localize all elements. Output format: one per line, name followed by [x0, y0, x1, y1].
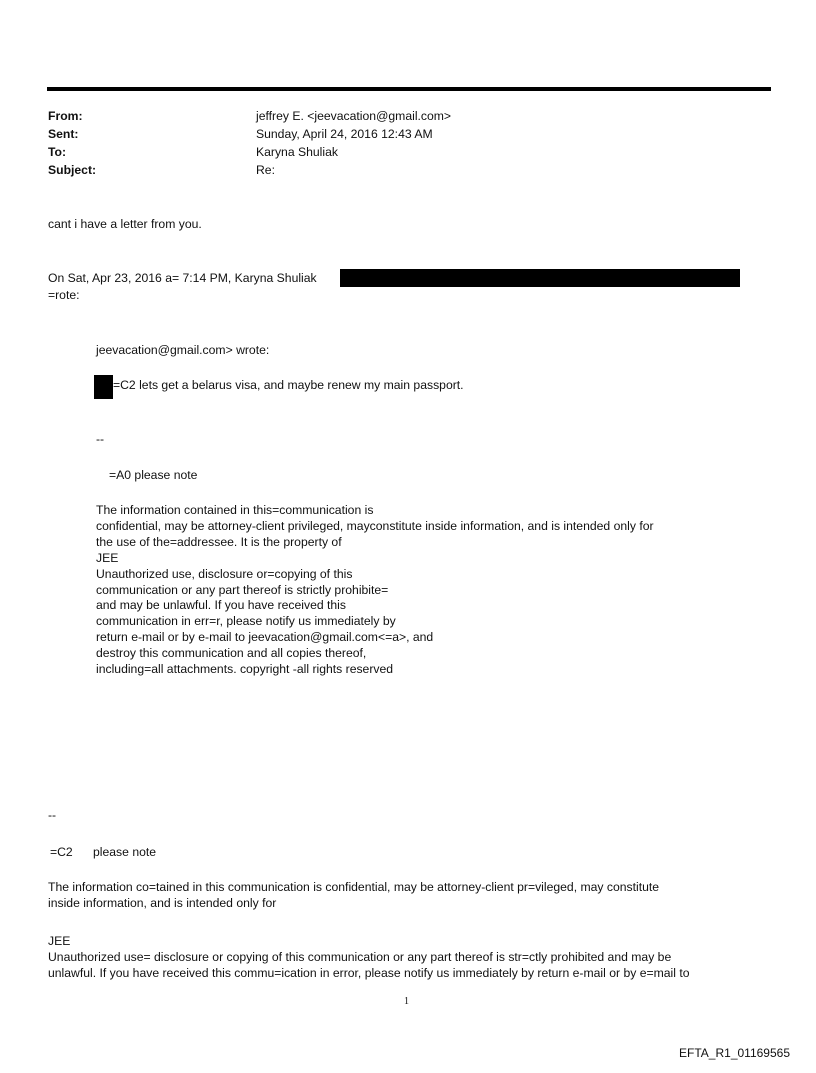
disclaimer-line: communication or any part thereof is strictly prohibite=	[96, 582, 389, 597]
disclaimer-line: confidential, may be attorney-client privileged, mayconstitute inside information, and is intended only for	[96, 518, 654, 533]
from-value: jeffrey E. <jeevacation@gmail.com>	[256, 109, 452, 123]
disclaimer-line: destroy this communication and all copies thereof,	[96, 646, 367, 661]
reply-text: cant i have a letter from you.	[48, 217, 202, 231]
footer-note: =C2 please note	[50, 845, 157, 859]
page-number: 1	[404, 996, 409, 1007]
redaction-box	[94, 375, 113, 399]
quote-intro-line-2: =rote:	[48, 288, 80, 302]
disclaimer-line: Unauthorized use, disclosure or=copying of this	[96, 566, 353, 581]
subject-label: Subject:	[48, 163, 97, 177]
to-label: To:	[48, 145, 67, 159]
disclaimer-line: return e-mail or by e-mail to jeevacation@gmail.com<=a>, and	[96, 630, 434, 645]
footer-line: The information co=tained in this communication is confidential, may be attorney-client pr=vileged, may constitute	[48, 880, 660, 894]
redaction-bar	[340, 269, 740, 287]
signature-note: =A0 please note	[109, 468, 198, 482]
signature-dashes: --	[96, 432, 105, 446]
header-rule	[47, 87, 771, 91]
sent-label: Sent:	[48, 127, 79, 141]
footer-line: JEE	[48, 934, 71, 948]
disclaimer-line: The information contained in this=communication is	[96, 503, 374, 517]
footer-disclaimer-a	[48, 880, 659, 912]
quote-intro-line-1: On Sat, Apr 23, 2016 a= 7:14 PM, Karyna Shuliak	[48, 271, 317, 285]
nested-message: =C2 lets get a belarus visa, and maybe renew my main passport.	[113, 378, 464, 392]
disclaimer-line: the use of the=addressee. It is the property of	[96, 534, 342, 549]
footer-line: inside information, and is intended only for	[48, 895, 277, 910]
disclaimer-line: JEE	[96, 550, 119, 565]
footer-disclaimer-b	[48, 934, 690, 982]
footer-line: unlawful. If you have received this commu=ication in error, please notify us immediately by return e-mail or by e=mail to	[48, 965, 690, 980]
footer-line: Unauthorized use= disclosure or copying of this communication or any part thereof is str=ctly prohibited and may be	[48, 949, 672, 964]
nested-from: jeevacation@gmail.com> wrote:	[96, 343, 270, 357]
quoted-disclaimer	[96, 503, 654, 678]
disclaimer-line: including=all attachments. copyright -all rights reserved	[96, 662, 394, 677]
footer-dashes: --	[48, 808, 57, 822]
subject-value: Re:	[256, 163, 275, 177]
bates-number: EFTA_R1_01169565	[679, 1046, 790, 1060]
sent-value: Sunday, April 24, 2016 12:43 AM	[256, 127, 433, 141]
disclaimer-line: communication in err=r, please notify us immediately by	[96, 614, 396, 629]
to-value: Karyna Shuliak	[256, 145, 338, 159]
from-label: From:	[48, 109, 83, 123]
disclaimer-line: and may be unlawful. If you have received this	[96, 598, 346, 613]
